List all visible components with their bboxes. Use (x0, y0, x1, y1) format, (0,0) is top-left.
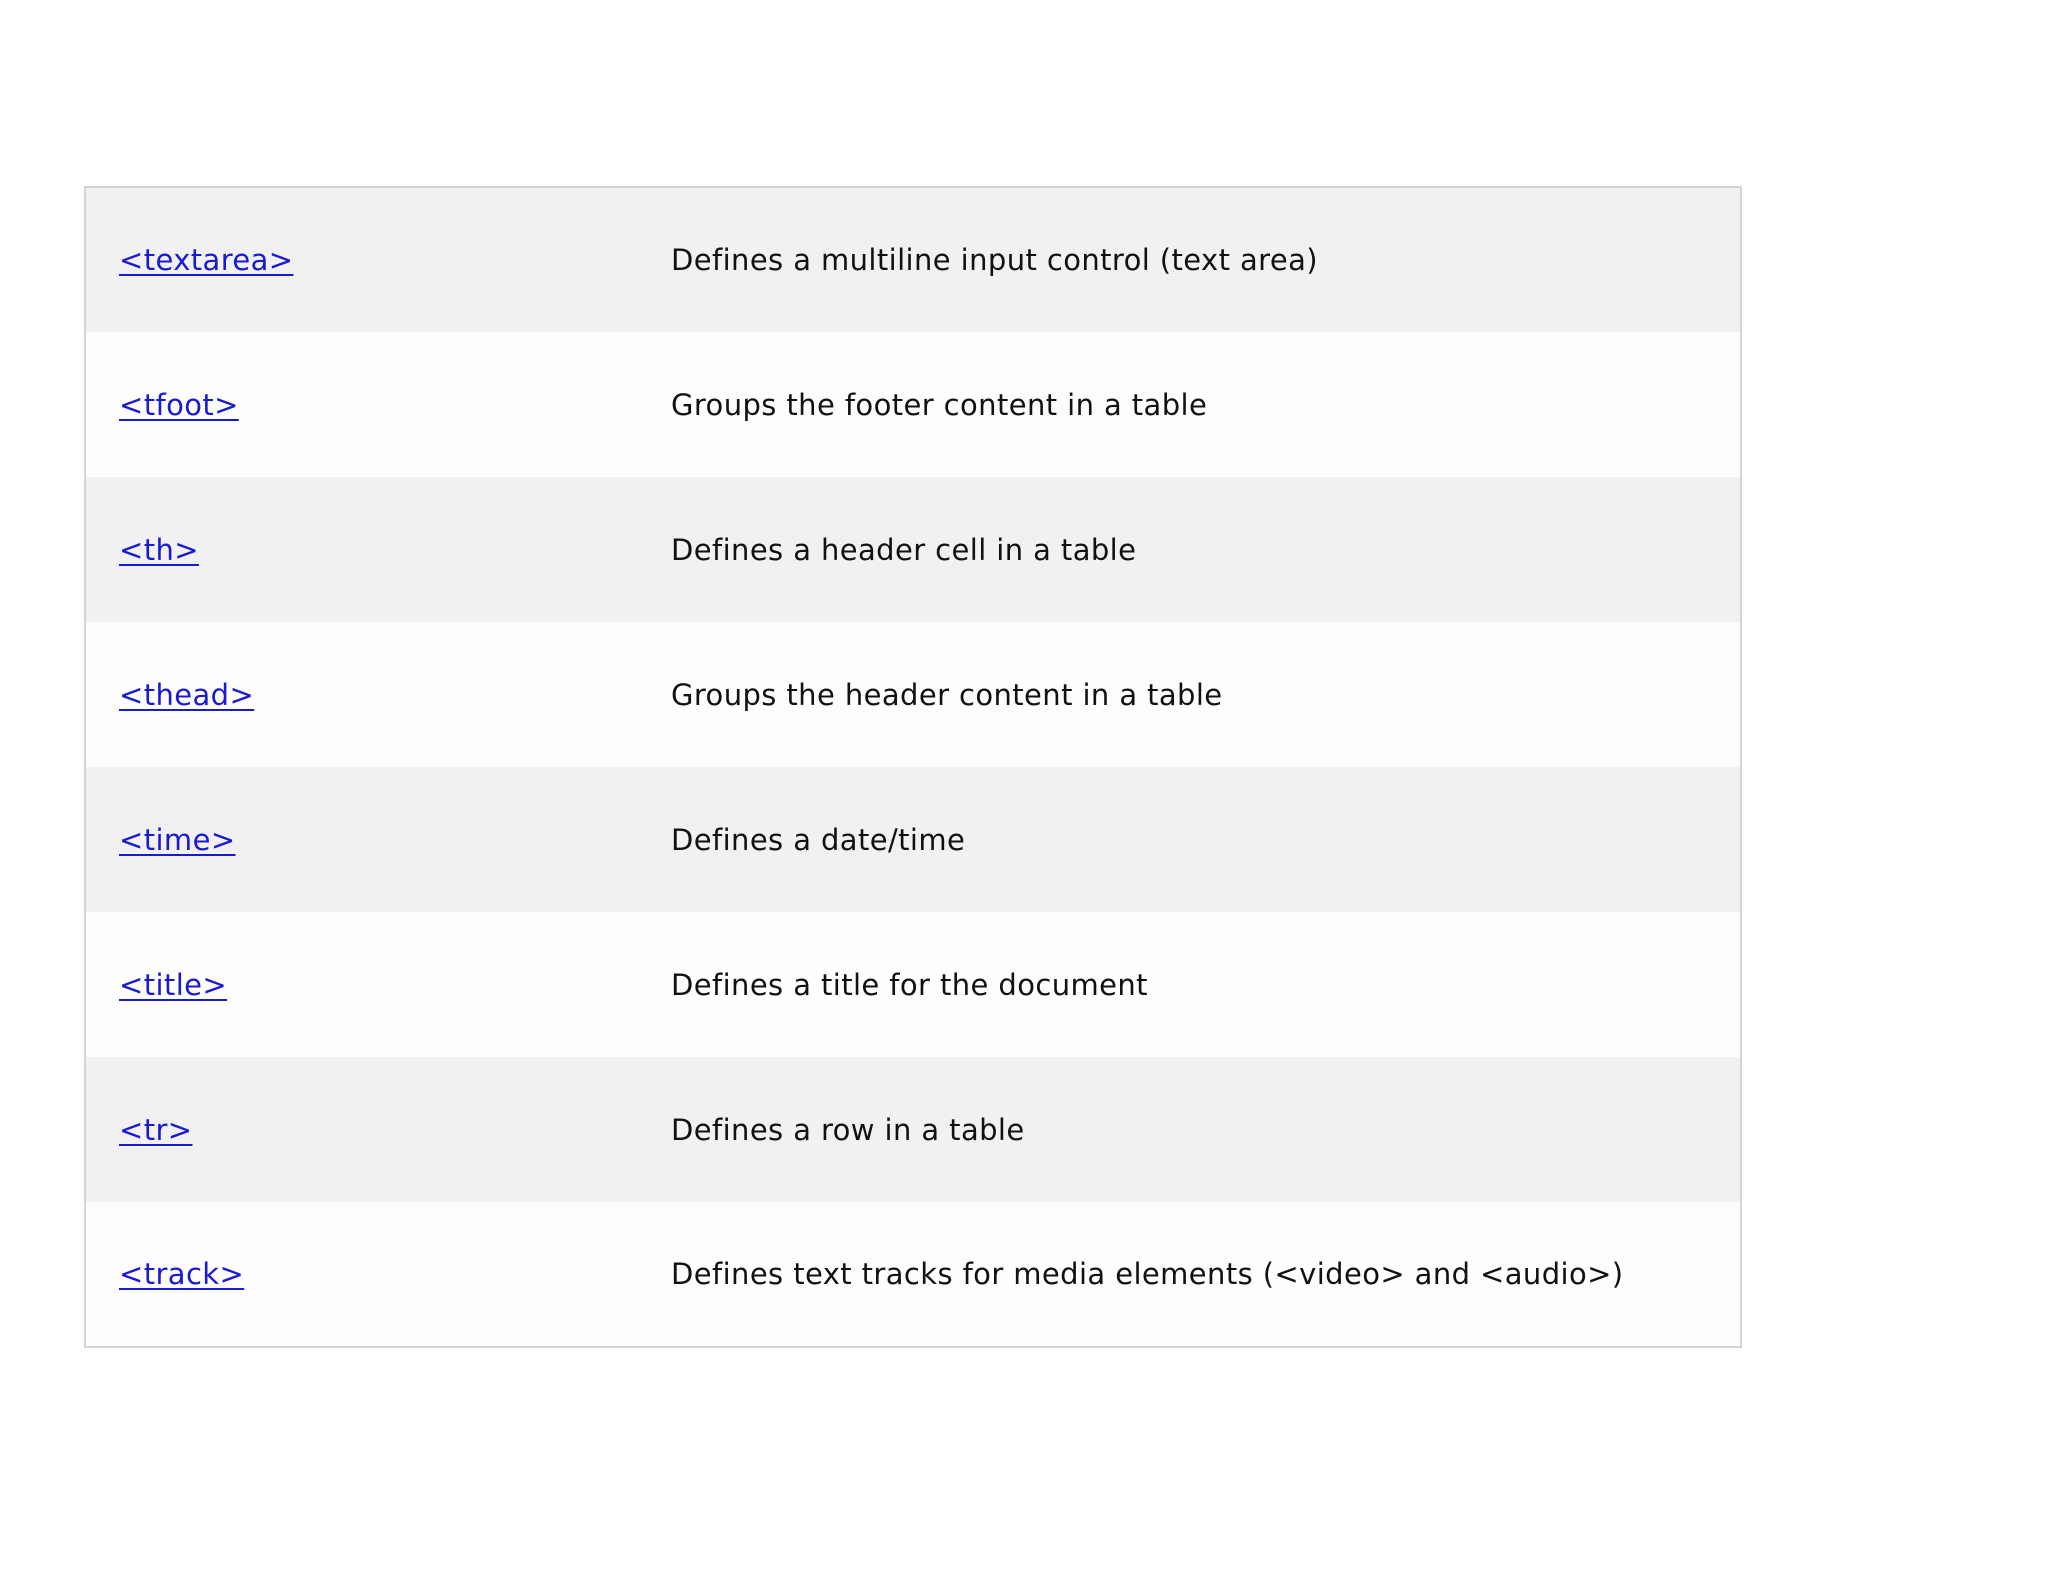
tag-link-thead[interactable]: <thead> (119, 677, 255, 712)
tag-cell (85, 1057, 671, 1202)
table-row (85, 477, 1741, 622)
description-cell: Defines a multiline input control (text area) (671, 243, 1318, 277)
description-cell: Defines a row in a table (671, 1112, 1025, 1147)
tag-link-title[interactable]: <title> (119, 967, 228, 1002)
description-cell: Defines a header cell in a table (671, 532, 1137, 567)
table-row (85, 332, 1741, 477)
description-cell: Defines a title for the document (671, 967, 1148, 1002)
description-cell: Groups the footer content in a table (671, 387, 1208, 422)
description-cell: Groups the header content in a table (671, 677, 1223, 712)
tag-cell (85, 477, 671, 622)
description-cell: Defines a date/time (671, 822, 966, 857)
tag-link-tr[interactable]: <tr> (119, 1112, 193, 1147)
table-row (85, 1202, 1741, 1347)
tag-link-textarea[interactable]: <textarea> (119, 243, 294, 277)
table-row (85, 767, 1741, 912)
tag-cell (85, 187, 671, 332)
tag-cell (85, 332, 671, 477)
table-row (85, 187, 1741, 332)
tag-cell (85, 767, 671, 912)
tag-link-th[interactable]: <th> (119, 532, 199, 567)
tag-link-tfoot[interactable]: <tfoot> (119, 387, 239, 422)
tag-cell (85, 1202, 671, 1347)
tag-link-track[interactable]: <track> (119, 1257, 245, 1291)
table-row (85, 622, 1741, 767)
description-cell: Defines text tracks for media elements (<video> and <audio>) (671, 1257, 1624, 1291)
table-row (85, 912, 1741, 1057)
html-tag-reference-table (84, 186, 1742, 1348)
tag-link-time[interactable]: <time> (119, 822, 236, 857)
tag-cell (85, 912, 671, 1057)
tag-cell (85, 622, 671, 767)
table-row (85, 1057, 1741, 1202)
